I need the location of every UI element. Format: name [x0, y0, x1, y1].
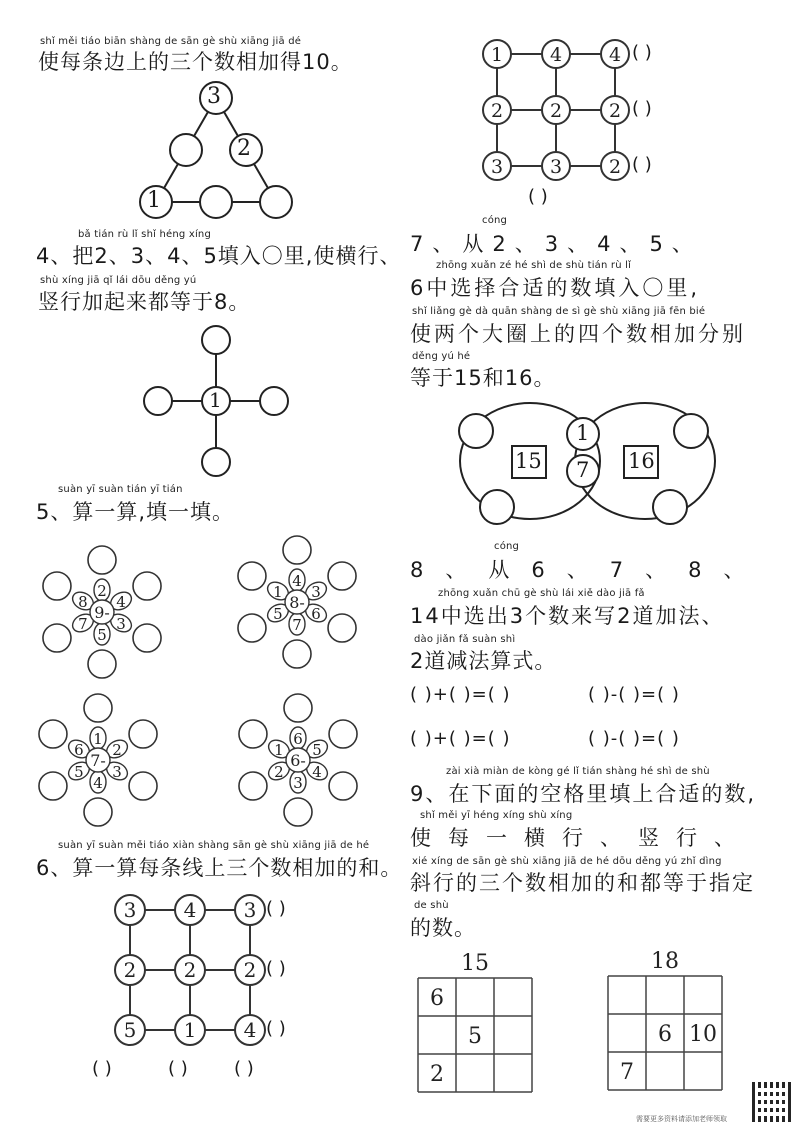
q9-pinyin-4: de shù: [414, 900, 449, 911]
flower-petal-number: 2: [97, 582, 107, 600]
grid-number: 4: [549, 43, 563, 66]
q4-pinyin-1: bǎ tián rù lǐ shǐ héng xíng: [78, 229, 212, 240]
flower-petal-number: 4: [292, 572, 302, 590]
magic-square-number: 6: [658, 1022, 672, 1047]
magic-square-cell[interactable]: [685, 977, 721, 1013]
q5-instruction: 5、算一算,填一填。: [36, 500, 235, 524]
grid-number: 3: [490, 155, 504, 178]
q9-instruction-1: 9、在下面的空格里填上合适的数,: [410, 782, 757, 806]
q4-pinyin-2: shù xíng jiā qǐ lái dōu děng yú: [40, 275, 197, 286]
flower-petal-number: 5: [312, 741, 322, 759]
flower-petal-number: 8: [78, 593, 88, 611]
footer-note: 需要更多资料请添加老师领取: [636, 1115, 727, 1123]
grid-number: 1: [490, 43, 504, 66]
flower-petal-number: 6: [311, 605, 321, 623]
grid-number: 5: [123, 1018, 137, 1043]
magic-square-target: 18: [651, 949, 679, 974]
flower-petal-number: 5: [273, 605, 283, 623]
q9-instruction-4: 的数。: [410, 916, 476, 940]
flower-petal-number: 1: [274, 741, 284, 759]
q4-instruction-2: 竖行加起来都等于8。: [38, 290, 251, 314]
grid-number: 2: [608, 99, 622, 122]
flower-petal-number: 3: [293, 774, 303, 792]
grid-number: 2: [183, 958, 197, 983]
q8-pinyin-2: zhōng xuǎn chū gè shù lái xiě dào jiā fǎ: [438, 588, 645, 599]
q8-instruction-1: 8、从6、7、8、: [410, 558, 767, 582]
flower-petal-number: 2: [274, 763, 284, 781]
q6b-row3-answer[interactable]: ( ): [632, 154, 652, 175]
q9-pinyin-2: shǐ měi yī héng xíng shù xíng: [420, 810, 573, 821]
magic-square-15: [418, 951, 532, 1092]
magic-square-number: 5: [468, 1024, 482, 1049]
q7-instruction-4: 等于15和16。: [410, 366, 556, 390]
q7-pinyin-4: děng yú hé: [412, 351, 471, 362]
flower-petal-number: 6: [293, 730, 303, 748]
q9-pinyin-3: xié xíng de sān gè shù xiāng jiā de hé dōu děng yú zhǐ dìng: [412, 856, 722, 867]
flower-center-label: 8-: [289, 593, 305, 612]
flower-petal-number: 4: [116, 593, 126, 611]
qr-code-image: [752, 1082, 792, 1122]
q6-row1-answer[interactable]: ( ): [266, 898, 286, 919]
flower-petal-number: 3: [112, 763, 122, 781]
magic-square-number: 10: [689, 1022, 717, 1047]
flower-petal-number: 7: [78, 615, 88, 633]
grid-number: 3: [243, 898, 257, 923]
q6-col3-answer[interactable]: ( ): [234, 1058, 254, 1079]
magic-square-number: 2: [430, 1062, 444, 1087]
flower-petal-number: 4: [93, 774, 103, 792]
magic-square-cell[interactable]: [495, 1055, 531, 1091]
flower-center-label: 7-: [90, 751, 106, 770]
grid-number: 2: [123, 958, 137, 983]
magic-square-cell[interactable]: [609, 977, 645, 1013]
q4-instruction-1: 4、把2、3、4、5填入〇里,使横行、: [36, 244, 402, 268]
grid-number: 3: [123, 898, 137, 923]
q7-instruction-2: 6中选择合适的数填入〇里,: [410, 276, 701, 300]
magic-square-number: 6: [430, 986, 444, 1011]
magic-square-number: 7: [620, 1060, 634, 1085]
q6-col2-answer[interactable]: ( ): [168, 1058, 188, 1079]
flower-petal-number: 4: [312, 763, 322, 781]
q7-box-15: 15: [515, 449, 542, 473]
magic-square-18: [608, 949, 722, 1090]
flower-petal-number: 3: [116, 615, 126, 633]
flower-petal-number: 1: [93, 730, 103, 748]
q5-pinyin: suàn yī suàn tián yī tián: [58, 484, 183, 495]
q3-pinyin: shǐ měi tiáo biān shàng de sān gè shù xiāng jiā dé: [40, 36, 302, 47]
grid-number: 4: [608, 43, 622, 66]
magic-square-cell[interactable]: [495, 1017, 531, 1053]
grid-number: 2: [549, 99, 563, 122]
q8-sub-equation-1[interactable]: ( )-( )=( ): [588, 684, 680, 705]
q7-circle-top: 1: [576, 421, 590, 445]
q6b-row2-answer[interactable]: ( ): [632, 98, 652, 119]
flower-center-label: 6-: [290, 751, 306, 770]
magic-square-cell[interactable]: [609, 1015, 645, 1051]
magic-square-cell[interactable]: [495, 979, 531, 1015]
q8-sub-equation-2[interactable]: ( )-( )=( ): [588, 728, 680, 749]
q8-add-equation-2[interactable]: ( )+( )=( ): [410, 728, 511, 749]
flower-petal-number: 6: [74, 741, 84, 759]
q3-circle-left: 1: [147, 188, 161, 213]
grid-number: 3: [549, 155, 563, 178]
grid-number: 4: [243, 1018, 257, 1043]
q6-row2-answer[interactable]: ( ): [266, 958, 286, 979]
q8-instruction-3: 2道减法算式。: [410, 649, 557, 673]
flower-petal-number: 2: [112, 741, 122, 759]
magic-square-cell[interactable]: [457, 1055, 493, 1091]
q7-pinyin-2: zhōng xuǎn zé hé shì de shù tián rù lǐ: [436, 260, 632, 271]
q3-instruction: 使每条边上的三个数相加得10。: [38, 50, 353, 74]
flower-petal-number: 1: [273, 583, 283, 601]
magic-square-cell[interactable]: [457, 979, 493, 1015]
q6-col1-answer[interactable]: ( ): [92, 1058, 112, 1079]
q7-instruction-3: 使两个大圈上的四个数相加分别: [410, 322, 746, 346]
q8-add-equation-1[interactable]: ( )+( )=( ): [410, 684, 511, 705]
q6b-row1-answer[interactable]: ( ): [632, 42, 652, 63]
q8-instruction-2: 14中选出3个数来写2道加法、: [410, 604, 725, 628]
q8-pinyin-3: dào jiǎn fǎ suàn shì: [414, 634, 516, 645]
magic-square-cell[interactable]: [647, 1053, 683, 1089]
q7-pinyin-1: cóng: [482, 215, 508, 226]
grid-number: 1: [183, 1018, 197, 1043]
magic-square-cell[interactable]: [685, 1053, 721, 1089]
grid-number: 4: [183, 898, 197, 923]
q6b-col-answer[interactable]: ( ): [528, 186, 548, 207]
grid-number: 2: [243, 958, 257, 983]
q6-pinyin: suàn yī suàn měi tiáo xiàn shàng sān gè shù xiāng jiā de hé: [58, 840, 370, 851]
flower-center-label: 9-: [94, 603, 110, 622]
q7-instruction-1: 7、从2、3、4、5、: [410, 232, 702, 256]
flower-petal-number: 5: [97, 626, 107, 644]
q6-row3-answer[interactable]: ( ): [266, 1018, 286, 1039]
q9-instruction-2: 使每一横行、竖行、: [410, 826, 752, 850]
q7-pinyin-3: shǐ liǎng gè dà quān shàng de sì gè shù xiāng jiā fēn bié: [412, 306, 706, 317]
q7-circle-bottom: 7: [576, 458, 590, 482]
flower-petal-number: 3: [311, 583, 321, 601]
grid-number: 2: [608, 155, 622, 178]
q8-pinyin-1: cóng: [494, 541, 520, 552]
q9-instruction-3: 斜行的三个数相加的和都等于指定: [410, 871, 755, 895]
flower-petal-number: 5: [74, 763, 84, 781]
grid-number: 2: [490, 99, 504, 122]
magic-square-cell[interactable]: [419, 1017, 455, 1053]
flower-petal-number: 7: [292, 616, 302, 634]
q7-box-16: 16: [628, 449, 655, 473]
q6-instruction: 6、算一算每条线上三个数相加的和。: [36, 856, 403, 880]
q9-pinyin-1: zài xià miàn de kòng gé lǐ tián shàng hé shì de shù: [446, 766, 710, 777]
q3-circle-right: 2: [237, 136, 251, 161]
magic-square-cell[interactable]: [647, 977, 683, 1013]
magic-square-target: 15: [461, 951, 489, 976]
q4-center-number: 1: [209, 388, 222, 412]
q3-circle-top: 3: [207, 84, 221, 109]
